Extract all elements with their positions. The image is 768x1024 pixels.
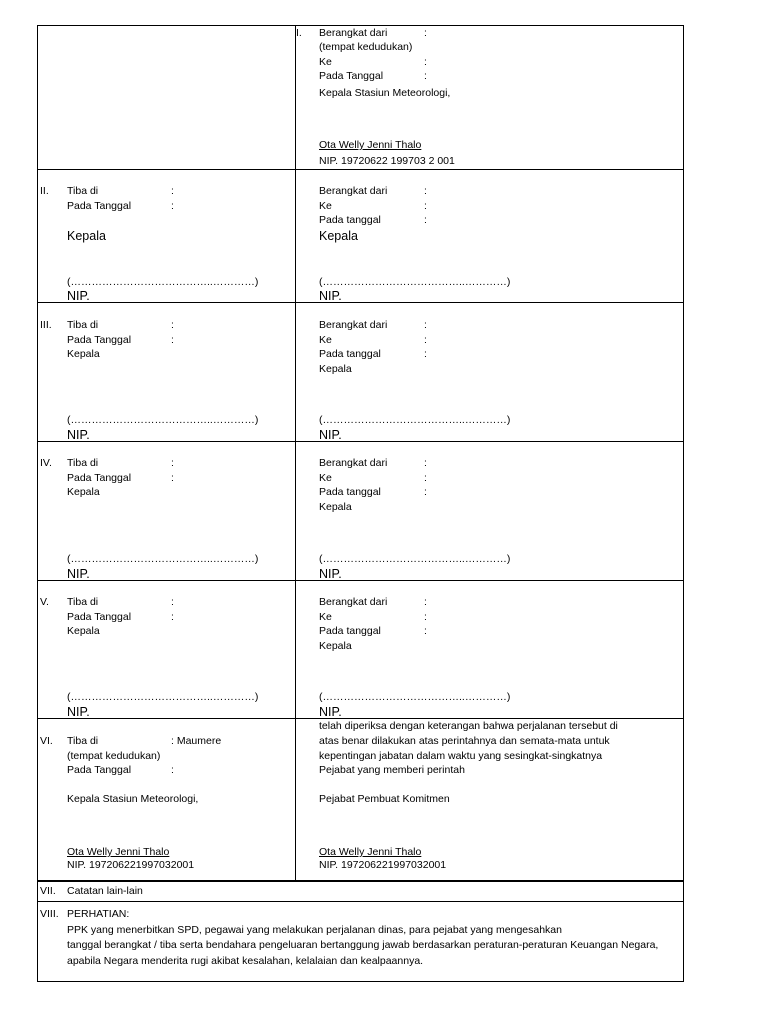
pada-tanggal-right-label: Pada tanggal — [319, 348, 381, 360]
tiba-di-label: Tiba di — [67, 596, 99, 608]
ke-colon: : — [424, 472, 427, 484]
berangkat-dari-colon: : — [424, 319, 427, 331]
ke-colon: : — [424, 611, 427, 623]
pada-tanggal-colon: : — [171, 764, 174, 776]
pada-tanggal-colon: : — [424, 70, 427, 82]
nip-label: NIP. — [67, 289, 90, 303]
signature-dots-right: (…………………………………..…………) — [319, 553, 511, 565]
pada-tanggal-label: Pada Tanggal — [67, 200, 132, 212]
kepala-right-label: Kepala — [319, 363, 352, 375]
section-number-5: V. — [40, 596, 49, 608]
kepala-right-label: Kepala — [319, 229, 358, 243]
row-divider-3 — [37, 441, 684, 442]
row-divider-6 — [37, 880, 684, 882]
border-bottom — [37, 981, 684, 982]
signature-dots-right: (…………………………………..…………) — [319, 414, 511, 426]
ke-label: Ke — [319, 56, 332, 68]
pada-tanggal-colon: : — [171, 611, 174, 623]
section-number-2: II. — [40, 185, 49, 197]
signature-dots: (…………………………………..…………) — [67, 414, 259, 426]
pada-tanggal-right-colon: : — [424, 214, 427, 226]
kepala-label: Kepala — [67, 348, 100, 360]
kepala-stasiun-title: Kepala Stasiun Meteorologi, — [319, 87, 451, 99]
signature-dots: (…………………………………..…………) — [67, 691, 259, 703]
tiba-di-colon: : — [171, 596, 174, 608]
tiba-di-value: : Maumere — [171, 735, 222, 747]
tempat-kedudukan-label: (tempat kedudukan) — [319, 41, 413, 53]
perhatian-line-1: PPK yang menerbitkan SPD, pegawai yang melakukan perjalanan dinas, para pejabat yang mengesahkan — [67, 924, 562, 936]
pada-tanggal-right-label: Pada tanggal — [319, 214, 381, 226]
nip-label: NIP. — [67, 705, 90, 719]
section-number-4: IV. — [40, 457, 52, 469]
ke-colon: : — [424, 200, 427, 212]
pada-tanggal-label: Pada Tanggal — [67, 611, 132, 623]
tiba-di-colon: : — [171, 457, 174, 469]
pada-tanggal-label: Pada Tanggal — [67, 764, 132, 776]
row-divider-4 — [37, 580, 684, 581]
nip-right-label: NIP. — [319, 567, 342, 581]
pada-tanggal-colon: : — [171, 334, 174, 346]
signature-dots-right: (…………………………………..…………) — [319, 276, 511, 288]
pada-tanggal-colon: : — [171, 200, 174, 212]
tiba-di-label: Tiba di — [67, 185, 99, 197]
ke-label: Ke — [319, 200, 332, 212]
left-signer-name: Ota Welly Jenni Thalo — [67, 846, 170, 858]
kepala-label: Kepala — [67, 625, 100, 637]
perhatian-line-3: apabila Negara menderita rugi akibat kesalahan, kelalaian dan kealpaannya. — [67, 955, 424, 967]
statement-line-4: Pejabat yang memberi perintah — [319, 764, 465, 776]
ppk-title: Pejabat Pembuat Komitmen — [319, 793, 450, 805]
statement-line-1: telah diperiksa dengan keterangan bahwa perjalanan tersebut di — [319, 720, 618, 732]
kepala-label: Kepala — [67, 486, 100, 498]
tiba-di-label: Tiba di — [67, 735, 99, 747]
section-number-8: VIII. — [40, 908, 59, 920]
border-top — [37, 25, 684, 26]
pada-tanggal-label: Pada Tanggal — [319, 70, 384, 82]
berangkat-dari-colon: : — [424, 27, 427, 39]
berangkat-dari-label: Berangkat dari — [319, 185, 388, 197]
nip-label: NIP. — [67, 567, 90, 581]
row-divider-7 — [37, 901, 684, 902]
ke-colon: : — [424, 56, 427, 68]
nip-right-label: NIP. — [319, 428, 342, 442]
berangkat-dari-colon: : — [424, 596, 427, 608]
right-signer-nip: NIP. 197206221997032001 — [319, 859, 447, 871]
pada-tanggal-right-colon: : — [424, 348, 427, 360]
nip-right-label: NIP. — [319, 705, 342, 719]
pada-tanggal-right-colon: : — [424, 486, 427, 498]
signature-dots-right: (…………………………………..…………) — [319, 691, 511, 703]
ke-colon: : — [424, 334, 427, 346]
nip-right-label: NIP. — [319, 289, 342, 303]
section-number-7: VII. — [40, 885, 56, 897]
kepala-right-label: Kepala — [319, 501, 352, 513]
nip-label: NIP. — [67, 428, 90, 442]
pada-tanggal-right-label: Pada tanggal — [319, 625, 381, 637]
kepala-right-label: Kepala — [319, 640, 352, 652]
tiba-di-colon: : — [171, 185, 174, 197]
row-divider-2 — [37, 302, 684, 303]
kepala-label: Kepala — [67, 229, 106, 243]
section-number-1: I. — [296, 27, 302, 39]
row-divider-5 — [37, 718, 684, 719]
berangkat-dari-label: Berangkat dari — [319, 319, 388, 331]
tempat-kedudukan-label: (tempat kedudukan) — [67, 750, 161, 762]
signature-dots: (…………………………………..…………) — [67, 276, 259, 288]
signer-nip: NIP. 19720622 199703 2 001 — [319, 155, 455, 167]
berangkat-dari-colon: : — [424, 457, 427, 469]
pada-tanggal-label: Pada Tanggal — [67, 472, 132, 484]
pada-tanggal-label: Pada Tanggal — [67, 334, 132, 346]
signature-dots: (…………………………………..…………) — [67, 553, 259, 565]
perhatian-title: PERHATIAN: — [67, 908, 130, 920]
perhatian-line-2: tanggal berangkat / tiba serta bendahara pengeluaran bertanggung jawab berdasarkan peraturan-peraturan Keuangan Negara, — [67, 939, 659, 951]
pada-tanggal-right-colon: : — [424, 625, 427, 637]
signer-name: Ota Welly Jenni Thalo — [319, 139, 422, 151]
berangkat-dari-label: Berangkat dari — [319, 457, 388, 469]
ke-label: Ke — [319, 472, 332, 484]
row-divider-1 — [37, 169, 684, 170]
kepala-stasiun-title: Kepala Stasiun Meteorologi, — [67, 793, 199, 805]
pada-tanggal-colon: : — [171, 472, 174, 484]
ke-label: Ke — [319, 334, 332, 346]
statement-line-3: kepentingan jabatan dalam waktu yang sesingkat-singkatnya — [319, 750, 603, 762]
berangkat-dari-label: Berangkat dari — [319, 27, 388, 39]
statement-line-2: atas benar dilakukan atas perintahnya dan semata-mata untuk — [319, 735, 610, 747]
column-divider — [295, 25, 296, 880]
ke-label: Ke — [319, 611, 332, 623]
section-number-3: III. — [40, 319, 52, 331]
tiba-di-label: Tiba di — [67, 319, 99, 331]
berangkat-dari-label: Berangkat dari — [319, 596, 388, 608]
left-signer-nip: NIP. 197206221997032001 — [67, 859, 195, 871]
section-number-6: VI. — [40, 735, 53, 747]
tiba-di-label: Tiba di — [67, 457, 99, 469]
right-signer-name: Ota Welly Jenni Thalo — [319, 846, 422, 858]
pada-tanggal-right-label: Pada tanggal — [319, 486, 381, 498]
berangkat-dari-colon: : — [424, 185, 427, 197]
catatan-label: Catatan lain-lain — [67, 885, 143, 897]
tiba-di-colon: : — [171, 319, 174, 331]
